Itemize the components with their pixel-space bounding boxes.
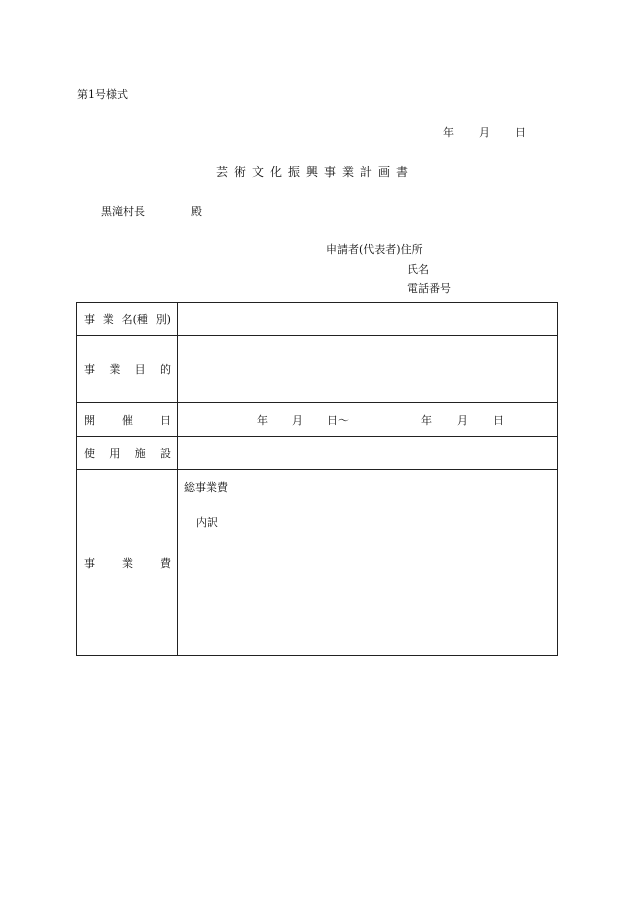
table-row [77,303,558,336]
table-row [77,403,558,437]
project-name-field[interactable] [178,303,558,336]
end-day-label: 日 [493,414,504,427]
label-char: 日 [160,413,171,427]
table-row [77,470,558,656]
label-char: 業 [122,556,133,570]
label-char: 費 [160,556,171,570]
label-char: 施 [134,447,146,460]
label-char: 催 [122,413,133,427]
label-char: 的 [159,363,171,376]
row-label-project-purpose [77,336,178,403]
label-char: 事 [84,363,95,376]
row-label-project-cost [77,470,178,656]
label-char: 事 [84,313,95,326]
row-label-event-date [77,403,178,437]
applicant-phone-label: 電話番号 [407,282,451,295]
project-cost-field[interactable] [178,470,558,656]
label-char: 名(種 [121,313,148,326]
addressee-honorific: 殿 [191,205,202,218]
label-char: 事 [84,556,95,570]
applicant-address-label: 申請者(代表者)住所 [326,243,423,256]
end-year-label: 年 [421,414,432,427]
addressee [101,203,202,219]
label-char: 設 [159,447,171,460]
label-char: 目 [134,363,146,376]
venue-field[interactable] [178,437,558,470]
form-number: 第1号様式 [77,88,128,101]
label-char: 使 [84,447,95,460]
row-label-venue [77,437,178,470]
end-month-label: 月 [457,414,468,427]
document-title: 芸術文化振興事業計画書 [215,165,414,179]
table-row [77,336,558,403]
applicant-name-label: 氏名 [407,263,429,276]
addressee-name: 黒滝村長 [101,205,145,218]
row-label-project-name [77,303,178,336]
label-char: 開 [84,413,95,427]
project-purpose-field[interactable] [178,336,558,403]
event-date-field[interactable] [178,403,558,437]
start-year-label: 年 [257,414,268,427]
cost-breakdown-label: 内訳 [196,516,218,529]
start-day-label: 日〜 [327,414,349,427]
submission-date [443,124,526,140]
total-cost-label: 総事業費 [184,481,228,494]
date-month-label: 月 [479,126,490,139]
label-char: 業 [102,313,114,326]
label-char: 別) [155,313,171,326]
plan-table [76,302,558,656]
date-year-label: 年 [443,126,454,139]
label-char: 業 [109,363,121,376]
date-day-label: 日 [515,126,526,139]
label-char: 用 [109,447,121,460]
start-month-label: 月 [292,414,303,427]
table-row [77,437,558,470]
